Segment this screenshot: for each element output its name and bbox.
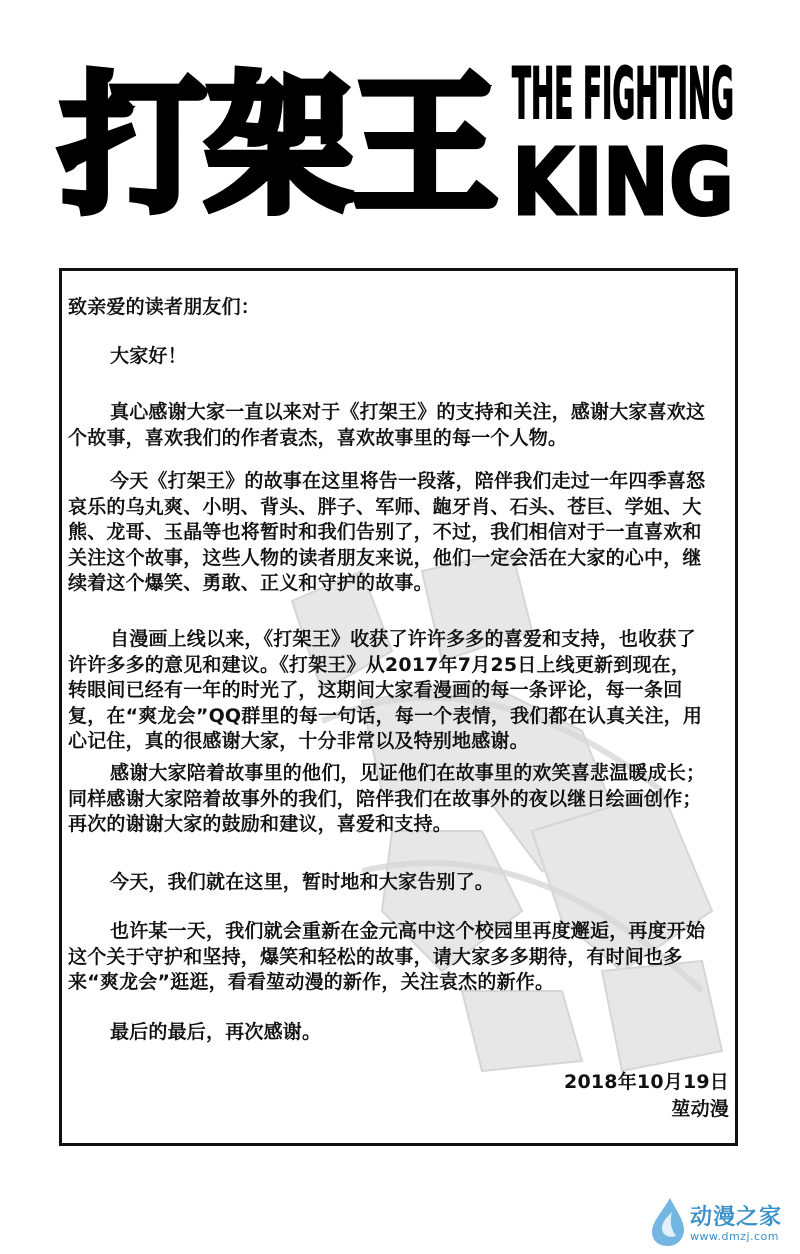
letter-greeting: 致亲爱的读者朋友们： — [68, 296, 261, 318]
letter-paragraph: 也许某一天，我们就会重新在金元高中这个校园里再度邂逅，再度开始这个关于守护和坚持，爆笑和轻松的故事，请大家多多期待，有时间也多来“爽龙会”逛逛，看看堃动漫的新作，关注袁杰的新作。 — [68, 920, 706, 993]
letter-signature: 堃动漫 — [671, 1098, 729, 1120]
letter-date: 2018年10月19日 — [564, 1071, 729, 1093]
logo-title-cn: 打架王 — [60, 60, 498, 234]
letter-panel — [59, 268, 738, 1146]
logo-title-en-line1: THE FIGHTING — [512, 53, 734, 135]
site-name: 动漫之家 — [690, 1205, 783, 1230]
water-drop-icon — [652, 1198, 684, 1246]
letter-paragraph: 今天《打架王》的故事在这里将告一段落，陪伴我们走过一年四季喜怒哀乐的乌丸爽、小明、背头、胖子、军师、龅牙肖、石头、苍巨、学姐、大熊、龙哥、玉晶等也将暂时和我们告别了，不过，我们相信对于一直喜欢和关注这个故事，这些人物的读者朋友来说，他们一定会活在大家的心中，继续着这个爆笑、勇敢、正义和守护的故事。 — [68, 470, 706, 594]
letter-paragraph: 真心感谢大家一直以来对于《打架王》的支持和关注，感谢大家喜欢这个故事，喜欢我们的作者袁杰，喜欢故事里的每一个人物。 — [68, 401, 706, 449]
logo-chinese-title — [60, 60, 498, 234]
letter-paragraph: 最后的最后，再次感谢。 — [110, 1021, 322, 1043]
title-logo — [60, 48, 740, 236]
letter-paragraph: 今天，我们就在这里，暂时地和大家告别了。 — [110, 871, 495, 893]
site-url: www.dmzj.com — [690, 1230, 779, 1243]
letter-body — [62, 271, 735, 1143]
logo-english-title — [512, 53, 734, 236]
letter-paragraph: 自漫画上线以来，《打架王》收获了许许多多的喜爱和支持，也收获了许许多多的意见和建议。《打架王》从2017年7月25日上线更新到现在，转眼间已经有一年的时光了，这期间大家看漫画的每一条评论，每一条回复，在“爽龙会”QQ群里的每一句话，每一个表情，我们都在认真关注，用心记住，真的很感谢大家，十分非常以及特别地感谢。 — [68, 628, 703, 752]
logo-title-en-line2: KING — [512, 129, 734, 236]
letter-paragraph: 大家好！ — [110, 345, 187, 367]
letter-paragraph: 感谢大家陪着故事里的他们，见证他们在故事里的欢笑喜悲温暖成长；同样感谢大家陪着故事外的我们，陪伴我们在故事外的夜以继日绘画创作；再次的谢谢大家的鼓励和建议，喜爱和支持。 — [68, 762, 706, 835]
